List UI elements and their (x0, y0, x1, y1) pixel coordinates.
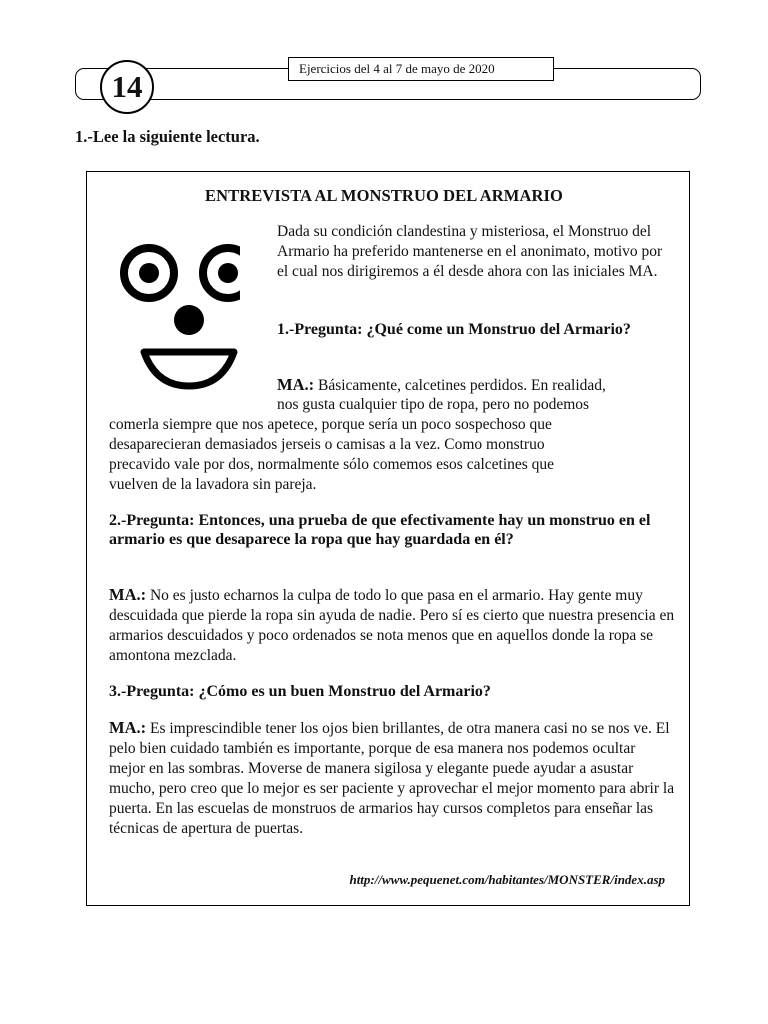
instruction-heading: 1.-Lee la siguiente lectura. (75, 127, 260, 146)
answer-1-line: precavido vale por dos, normalmente sólo comemos esos calcetines que (109, 456, 555, 473)
answer-3-text: Es imprescindible tener los ojos bien brillantes, de otra manera casi no se nos ve. El pelo bien cuidado también es importante, porque de esa manera nos podemos ocultar mejor en las sombras. Moverse de manera sigilosa y elegante puede ayudar a asustar mucho, pero creo que lo mejor es ser paciente y aprovechar el mejor momento para abrir la puerta. En las escuelas de monstruos de armarios hay cursos completos para enseñar las técnicas de apertura de puertas. (109, 720, 675, 837)
source-link[interactable]: http://www.pequenet.com/habitantes/MONSTER/index.asp (349, 872, 665, 887)
answer-1-line: desaparecieran demasiados jerseis o camisas a la vez. Como monstruo (109, 436, 545, 453)
monster-face-icon (112, 240, 240, 390)
answer-1-line: comerla siempre que nos apetece, porque sería un poco sospechoso que (109, 416, 552, 433)
ma-label: MA.: (109, 585, 147, 604)
ma-label: MA.: (277, 375, 315, 394)
date-label: Ejercicios del 4 al 7 de mayo de 2020 (288, 57, 554, 81)
answer-1-line: nos gusta cualquier tipo de ropa, pero no podemos (277, 396, 590, 413)
answer-1-line: vuelven de la lavadora sin pareja. (109, 476, 317, 493)
answer-3 (109, 718, 675, 839)
answer-1-body (109, 395, 675, 495)
answer-1-text: Básicamente, calcetines perdidos. En realidad, (317, 377, 606, 394)
question-2: 2.-Pregunta: Entonces, una prueba de que efectivamente hay un monstruo en el armario es que desaparece la ropa que hay guardada en él? (109, 512, 651, 548)
answer-1-first-line (277, 375, 606, 396)
question-3: 3.-Pregunta: ¿Cómo es un buen Monstruo del Armario? (109, 683, 491, 700)
ma-label: MA.: (109, 718, 147, 737)
answer-2-text: No es justo echarnos la culpa de todo lo que pasa en el armario. Hay gente muy descuidada que pierde la ropa sin ayuda de nadie. Pero sí es cierto que nuestra presencia en armarios descuidados y poco ordenados se nota menos que en aquellos donde la ropa se amontona mezclada. (109, 587, 675, 664)
mouth-icon (144, 352, 234, 386)
nose-icon (174, 305, 204, 335)
question-1: 1.-Pregunta: ¿Qué come un Monstruo del Armario? (277, 321, 631, 338)
lesson-number-badge: 14 (100, 60, 154, 114)
intro-paragraph: Dada su condición clandestina y misteriosa, el Monstruo del Armario ha preferido mantenerse en el anonimato, motivo por el cual nos dirigiremos a él desde ahora con las iniciales MA. (277, 223, 663, 280)
answer-2 (109, 585, 675, 666)
article-title: ENTREVISTA AL MONSTRUO DEL ARMARIO (205, 186, 563, 205)
